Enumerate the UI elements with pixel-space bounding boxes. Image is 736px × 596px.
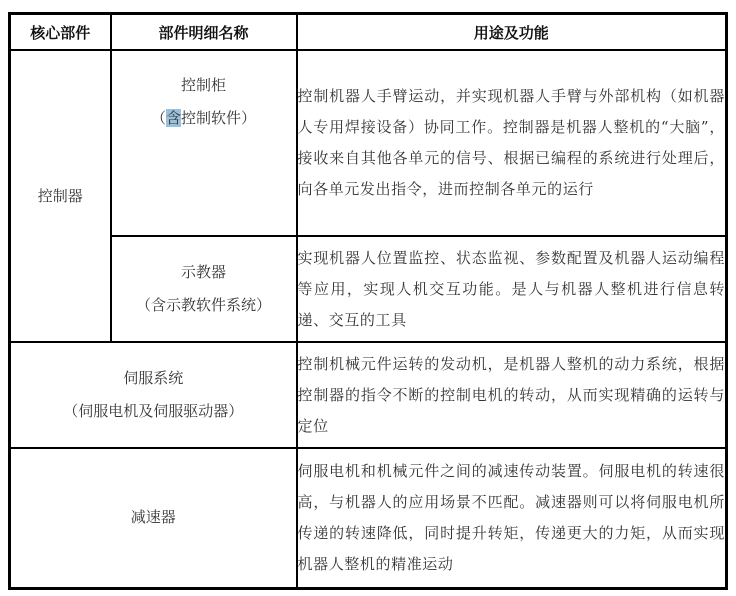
header-core-component: 核心部件 bbox=[10, 14, 111, 51]
header-function: 用途及功能 bbox=[297, 14, 727, 51]
servo-system-note: （伺服电机及伺服驱动器） bbox=[63, 402, 244, 420]
table-row-servo-system bbox=[10, 342, 727, 448]
header-row bbox=[10, 14, 727, 51]
reducer-label: 减速器 bbox=[130, 508, 176, 527]
servo-system-name: 伺服系统 bbox=[123, 369, 184, 387]
control-cabinet-name: 控制柜 bbox=[180, 76, 226, 94]
teach-pendant-name: 示教器 bbox=[180, 263, 226, 281]
table-row-controller-cabinet bbox=[10, 50, 727, 236]
cell-reducer bbox=[10, 448, 297, 588]
header-component-detail: 部件明细名称 bbox=[111, 14, 297, 51]
function-control-cabinet: 控制机器人手臂运动，并实现机器人手臂与外部机构（如机器人专用焊接设备）协同工作。控制器是机器人整机的“大脑”，接收来自其他各单元的信号、根据已编程的系统进行处理后，向各单元发出指令，进而控制各单元的运行 bbox=[297, 50, 727, 236]
selected-text[interactable]: 含 bbox=[165, 109, 181, 127]
teach-pendant-note: （含示教软件系统） bbox=[135, 296, 271, 314]
function-reducer: 伺服电机和机械元件之间的减速传动装置。伺服电机的转速很高，与机器人的应用场景不匹配。减速器则可以将伺服电机所传递的转速降低，同时提升转矩，传递更大的力矩，从而实现机器人整机的精准运动 bbox=[297, 448, 727, 588]
table-row-reducer bbox=[10, 448, 727, 588]
controller-label: 控制器 bbox=[37, 186, 83, 205]
cell-servo-system bbox=[10, 342, 297, 448]
paren-open: （ bbox=[150, 109, 166, 127]
control-cabinet-note bbox=[112, 102, 296, 135]
table-row-teach-pendant bbox=[10, 236, 727, 342]
note-rest: 控制软件） bbox=[181, 109, 257, 127]
core-components-table bbox=[8, 12, 728, 590]
function-servo-system: 控制机械元件运转的发动机，是机器人整机的动力系统，根据控制器的指令不断的控制电机的转动，从而实现精确的运转与定位 bbox=[297, 342, 727, 448]
cell-teach-pendant bbox=[111, 236, 297, 342]
cell-controller bbox=[10, 50, 111, 342]
cell-control-cabinet bbox=[111, 50, 297, 236]
function-teach-pendant: 实现机器人位置监控、状态监视、参数配置及机器人运动编程等应用，实现人机交互功能。是人与机器人整机进行信息转递、交互的工具 bbox=[297, 236, 727, 342]
